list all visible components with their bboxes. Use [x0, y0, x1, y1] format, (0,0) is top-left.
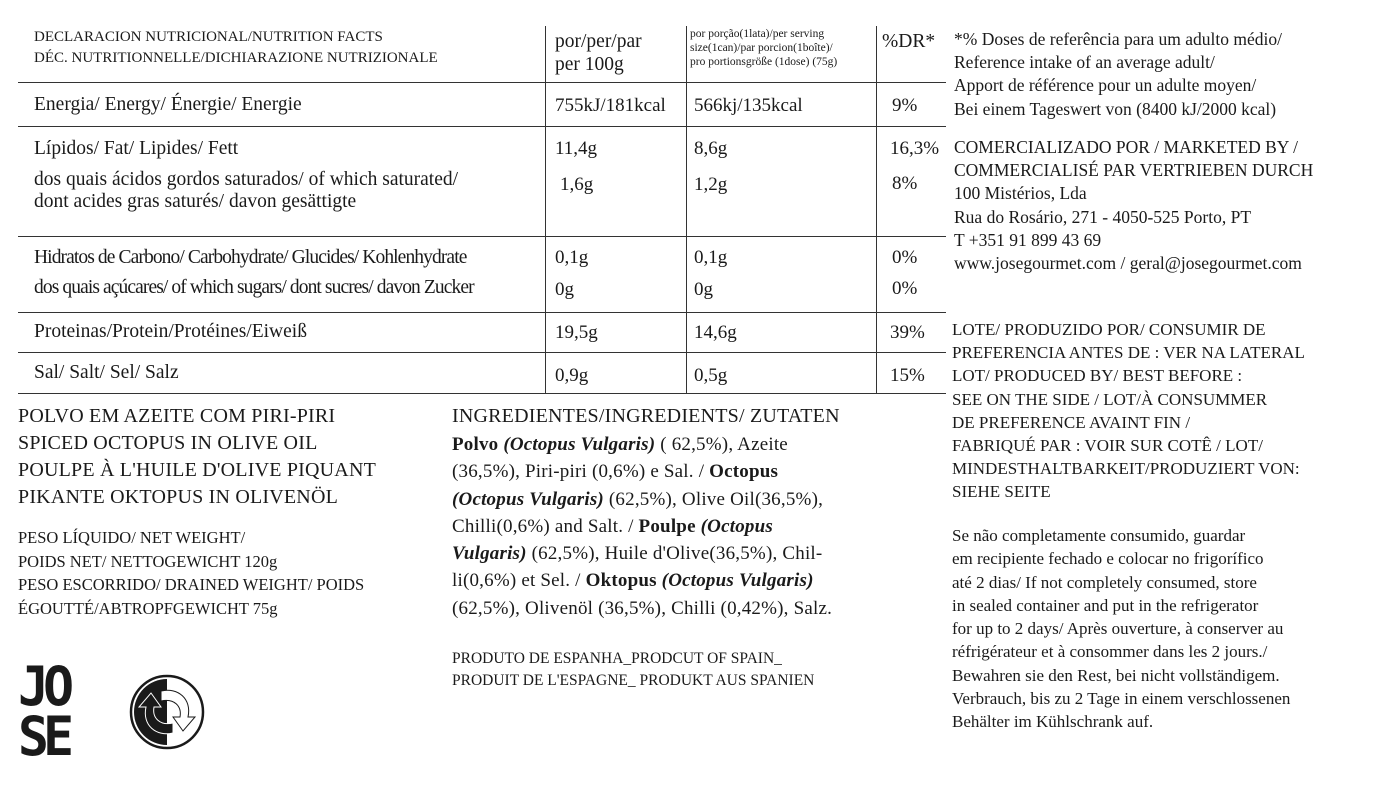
table-divider — [18, 82, 946, 83]
sugar-label: dos quais açúcares/ of which sugars/ dont sucres/ davon Zucker — [34, 277, 474, 298]
carb-per100: 0,1g — [555, 247, 589, 268]
salt-per100: 0,9g — [555, 365, 589, 386]
energy-dr: 9% — [892, 95, 918, 116]
fat-serving: 8,6g — [694, 138, 728, 159]
per-100g-header: por/per/par per 100g — [555, 31, 642, 75]
salt-dr: 15% — [890, 365, 925, 386]
column-divider — [876, 26, 877, 394]
fat-per100: 11,4g — [555, 138, 598, 159]
energy-per100: 755kJ/181kcal — [555, 95, 666, 116]
product-name: POLVO EM AZEITE COM PIRI-PIRI SPICED OCTOPUS IN OLIVE OIL POULPE À L'HUILE D'OLIVE PIQUANT PIKANTE OKTOPUS IN OLIVENÖL — [18, 405, 377, 508]
storage-instructions: Se não completamente consumido, guardar em recipiente fechado e colocar no frigorífico até 2 dias/ If not completely consumed, store in sealed container and put in the refrigerator for up to 2 days/ Après ouverture, à conserver au réfrigérateur et à consommer dans les 2 jours./ Bewahren sie den Rest, bei nicht vollständigem. Verbrauch, bis zu 2 Tage in einem verschlossenen Behälter im Kühlschrank auf. — [952, 526, 1291, 732]
ingredients-text: Polvo (Octopus Vulgaris) ( 62,5%), Azeite (36,5%), Piri-piri (0,6%) e Sal. / Octopus (Octopus Vulgaris) (62,5%), Olive Oil(36,5%), Chilli(0,6%) and Salt. / Poulpe (Octopus Vulgaris) (62,5%), Huile d'Olive(36,5%), Chil- li(0,6%) et Sel. / Oktopus (Octopus Vulgaris) (62,5%), Olivenöl (36,5%), Chilli (0,42%), Salz. — [452, 434, 833, 619]
saturated-serving: 1,2g — [694, 174, 728, 195]
nutrition-table — [18, 26, 946, 394]
lot-info: LOTE/ PRODUZIDO POR/ CONSUMIR DE PREFERENCIA ANTES DE : VER NA LATERAL LOT/ PRODUCED BY/ BEST BEFORE : SEE ON THE SIDE / LOT/À CONSUMMER DE PREFERENCE AVAINT FIN / FABRIQUÉ PAR : VOIR SUR COTÊ / LOT/ MINDESTHALTBARKEIT/PRODUZIERT VON: SIEHE SEITE — [952, 320, 1305, 502]
table-divider — [18, 126, 946, 127]
table-divider — [18, 236, 946, 237]
per-serving-header: por porção(1lata)/per serving size(1can)/par porcion(1boîte)/ pro portionsgröße (1dose) (75g) — [690, 28, 838, 68]
column-divider — [686, 26, 687, 394]
protein-per100: 19,5g — [555, 322, 598, 343]
net-weight: PESO LÍQUIDO/ NET WEIGHT/ POIDS NET/ NETTOGEWICHT 120g PESO ESCORRIDO/ DRAINED WEIGHT/ POIDS ÉGOUTTÉ/ABTROPFGEWICHT 75g — [18, 528, 365, 618]
energy-label: Energia/ Energy/ Énergie/ Energie — [34, 94, 302, 115]
sugar-dr: 0% — [892, 278, 918, 299]
origin: PRODUTO DE ESPANHA_PRODCUT OF SPAIN_ PRODUIT DE L'ESPAGNE_ PRODUKT AUS SPANIEN — [452, 650, 815, 689]
green-dot-recycling-icon — [128, 673, 206, 751]
saturated-label: dos quais ácidos gordos saturados/ of which saturated/ dont acides gras saturés/ davon gesättigte — [34, 169, 459, 212]
table-divider — [18, 312, 946, 313]
carb-serving: 0,1g — [694, 247, 728, 268]
dr-header: %DR* — [882, 31, 936, 52]
jose-brand-logo: JO SE — [18, 655, 69, 768]
energy-serving: 566kj/135kcal — [694, 95, 803, 116]
protein-label: Proteinas/Protein/Protéines/Eiweiß — [34, 321, 307, 342]
column-divider — [545, 26, 546, 394]
sugar-per100: 0g — [555, 279, 574, 300]
table-divider — [18, 393, 946, 394]
ingredients-heading: INGREDIENTES/INGREDIENTS/ ZUTATEN — [452, 405, 840, 427]
table-title: DECLARACION NUTRICIONAL/NUTRITION FACTS DÉC. NUTRITIONNELLE/DICHIARAZIONE NUTRIZIONALE — [34, 29, 438, 66]
fat-label: Lípidos/ Fat/ Lipides/ Fett — [34, 138, 239, 159]
sugar-serving: 0g — [694, 279, 713, 300]
protein-dr: 39% — [890, 322, 925, 343]
salt-label: Sal/ Salt/ Sel/ Salz — [34, 362, 179, 383]
marketer-info: COMERCIALIZADO POR / MARKETED BY / COMMERCIALISÉ PAR VERTRIEBEN DURCH 100 Mistérios, Lda Rua do Rosário, 271 - 4050-525 Porto, PT T +351 91 899 43 69 www.josegourmet.com / geral@josegourmet.com — [954, 137, 1314, 274]
carb-label: Hidratos de Carbono/ Carbohydrate/ Glucides/ Kohlenhydrate — [34, 247, 467, 268]
protein-serving: 14,6g — [694, 322, 737, 343]
table-divider — [18, 352, 946, 353]
salt-serving: 0,5g — [694, 365, 728, 386]
fat-dr: 16,3% — [890, 138, 940, 159]
carb-dr: 0% — [892, 247, 918, 268]
saturated-per100: 1,6g — [560, 174, 594, 195]
saturated-dr: 8% — [892, 173, 918, 194]
reference-intake-note: *% Doses de referência para um adulto médio/ Reference intake of an average adult/ Apport de référence pour un adulte moyen/ Bei einem Tageswert von (8400 kJ/2000 kcal) — [954, 29, 1282, 119]
